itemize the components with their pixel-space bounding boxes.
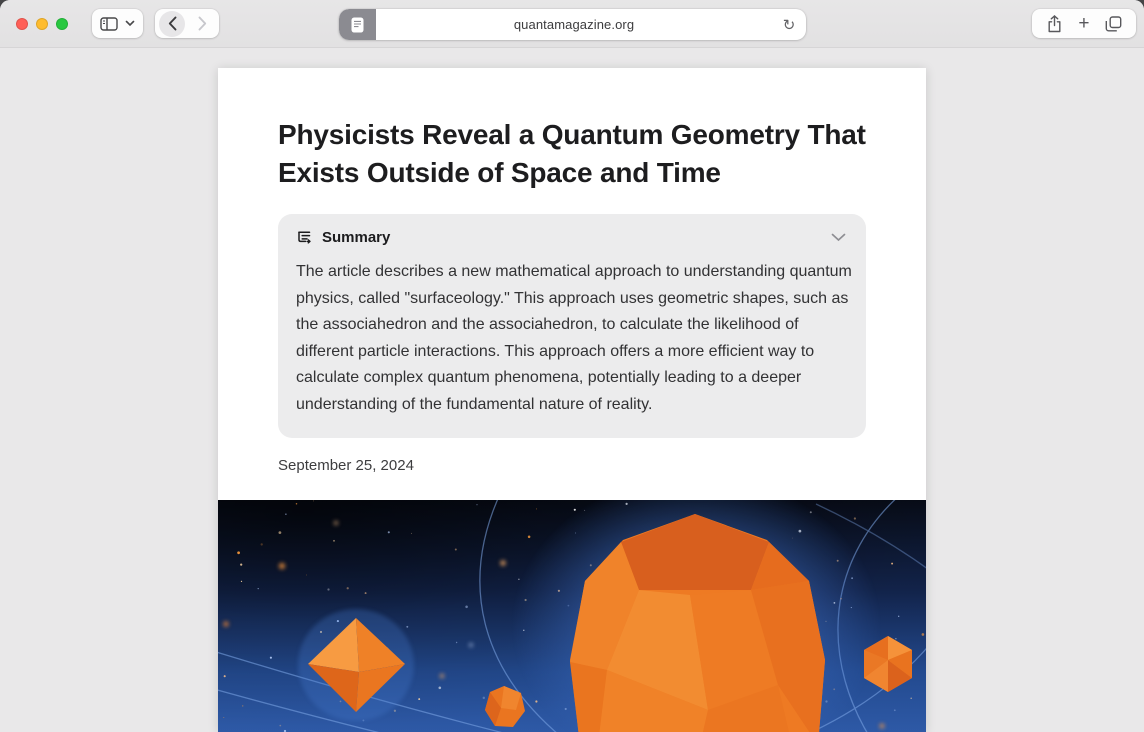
sidebar-icon[interactable] <box>100 17 118 31</box>
summary-collapse-chevron-down-icon[interactable] <box>829 231 848 244</box>
forward-button[interactable] <box>189 11 215 37</box>
reader-mode-button[interactable] <box>339 9 376 40</box>
minimize-window-button[interactable] <box>36 18 48 30</box>
reader-article-card <box>218 68 926 732</box>
article-date: September 25, 2024 <box>278 457 414 475</box>
hero-image <box>218 500 926 732</box>
forward-icon <box>198 16 207 31</box>
share-icon <box>1047 15 1062 33</box>
close-window-button[interactable] <box>16 18 28 30</box>
traffic-lights <box>16 18 68 30</box>
octahedron <box>298 609 414 721</box>
zoom-window-button[interactable] <box>56 18 68 30</box>
toolbar-right-group <box>1032 9 1136 38</box>
summary-box <box>278 214 866 438</box>
reader-icon <box>351 17 364 33</box>
summary-text: The article describes a new mathematical approach to understanding quantum physics, called "surfaceology." This approach uses geometric shapes, such as the associahedron and the associahedron, to calculate the likelihood of different particle interactions. This approach offers a more efficient way to calculate complex quantum phenomena, potentially leading to a deeper understanding of the fundamental nature of reality. <box>296 263 852 413</box>
tab-overview-icon <box>1105 16 1122 32</box>
reload-button[interactable]: ↻ <box>782 15 796 34</box>
summarize-icon <box>296 229 313 246</box>
summary-label: Summary <box>322 229 391 247</box>
address-bar[interactable] <box>339 9 806 40</box>
browser-toolbar <box>0 0 1144 48</box>
sidebar-toggle-group <box>92 9 143 38</box>
summary-header[interactable] <box>296 229 848 246</box>
back-button[interactable] <box>159 11 185 37</box>
back-icon <box>168 16 177 31</box>
sidebar-menu-chevron-down-icon[interactable] <box>125 20 135 27</box>
tab-overview-button[interactable] <box>1099 10 1127 38</box>
article-title: Physicists Reveal a Quantum Geometry That Exists Outside of Space and Time <box>278 119 866 188</box>
browser-viewport <box>0 48 1144 732</box>
new-tab-button[interactable]: + <box>1078 13 1090 34</box>
share-button[interactable] <box>1041 10 1069 38</box>
navigation-group <box>155 9 219 38</box>
url-field[interactable]: quantamagazine.org <box>513 17 635 32</box>
